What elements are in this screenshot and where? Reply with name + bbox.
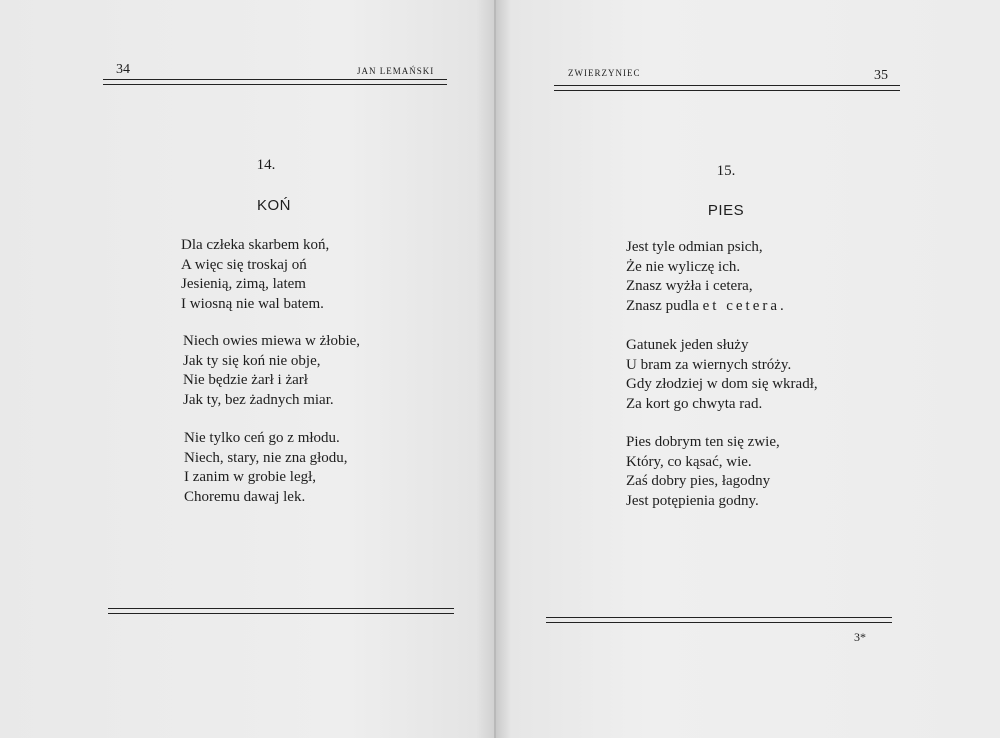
verse-line: I zanim w grobie legł,	[184, 469, 317, 485]
verse-line: Choremu dawaj lek.	[184, 488, 306, 505]
verse-line-start: Znasz pudla	[626, 297, 703, 314]
verse-line: Który, co kąsać, wie.	[626, 453, 752, 470]
poem-title: PIES	[707, 202, 745, 219]
stanza	[181, 236, 329, 314]
stanza	[183, 332, 360, 410]
verse-line: Jesienią, zimą, latem	[181, 276, 306, 292]
verse-line: Za kort go chwyta rad.	[626, 395, 763, 412]
spaced-phrase: et cetera.	[702, 297, 787, 314]
verse-line: Jak ty się koń nie obje,	[183, 352, 321, 369]
stanza	[626, 433, 780, 511]
verse-line: Jest potępienia godny.	[626, 492, 759, 509]
verse-line: Zaś dobry pies, łagodny	[626, 473, 771, 489]
verse-line: Niech owies miewa w żłobie,	[183, 333, 361, 349]
verse-line: Znasz wyżła i cetera,	[626, 278, 753, 294]
verse-line: Dla człeka skarbem koń,	[181, 237, 330, 253]
right-page	[496, 0, 1000, 738]
poem-number: 14.	[256, 157, 276, 173]
verse-line: I wiosną nie wal batem.	[181, 295, 324, 312]
verse-line: Gatunek jeden służy	[626, 337, 749, 353]
verse-line: Jak ty, bez żadnych miar.	[183, 391, 334, 408]
verse-line: U bram za wiernych stróży.	[626, 356, 792, 373]
signature-mark: 3*	[854, 630, 866, 644]
verse-line: A więc się troskaj oń	[181, 256, 307, 273]
header-rule	[554, 85, 900, 91]
footer-rule	[108, 608, 454, 614]
running-head: JAN LEMAŃSKI	[357, 66, 435, 76]
verse-line	[626, 297, 787, 317]
poem-title: KOŃ	[256, 197, 291, 214]
stanza	[184, 429, 348, 507]
running-head: ZWIERZYNIEC	[568, 68, 641, 78]
page-number: 34	[116, 62, 130, 77]
verse-line: Nie tylko ceń go z młodu.	[184, 430, 340, 446]
left-page	[0, 0, 496, 738]
page-number: 35	[874, 68, 888, 83]
verse-line: Gdy złodziej w dom się wkradł,	[626, 376, 818, 392]
header-rule	[103, 79, 447, 85]
stanza	[626, 238, 787, 316]
verse-line: Że nie wyliczę ich.	[626, 258, 741, 275]
verse-line: Pies dobrym ten się zwie,	[626, 434, 780, 450]
verse-line: Niech, stary, nie zna głodu,	[184, 449, 348, 466]
verse-line: Jest tyle odmian psich,	[626, 239, 763, 255]
poem-number: 15.	[716, 163, 736, 179]
footer-rule	[546, 617, 892, 623]
stanza	[626, 336, 818, 414]
verse-line: Nie będzie żarł i żarł	[183, 372, 308, 388]
